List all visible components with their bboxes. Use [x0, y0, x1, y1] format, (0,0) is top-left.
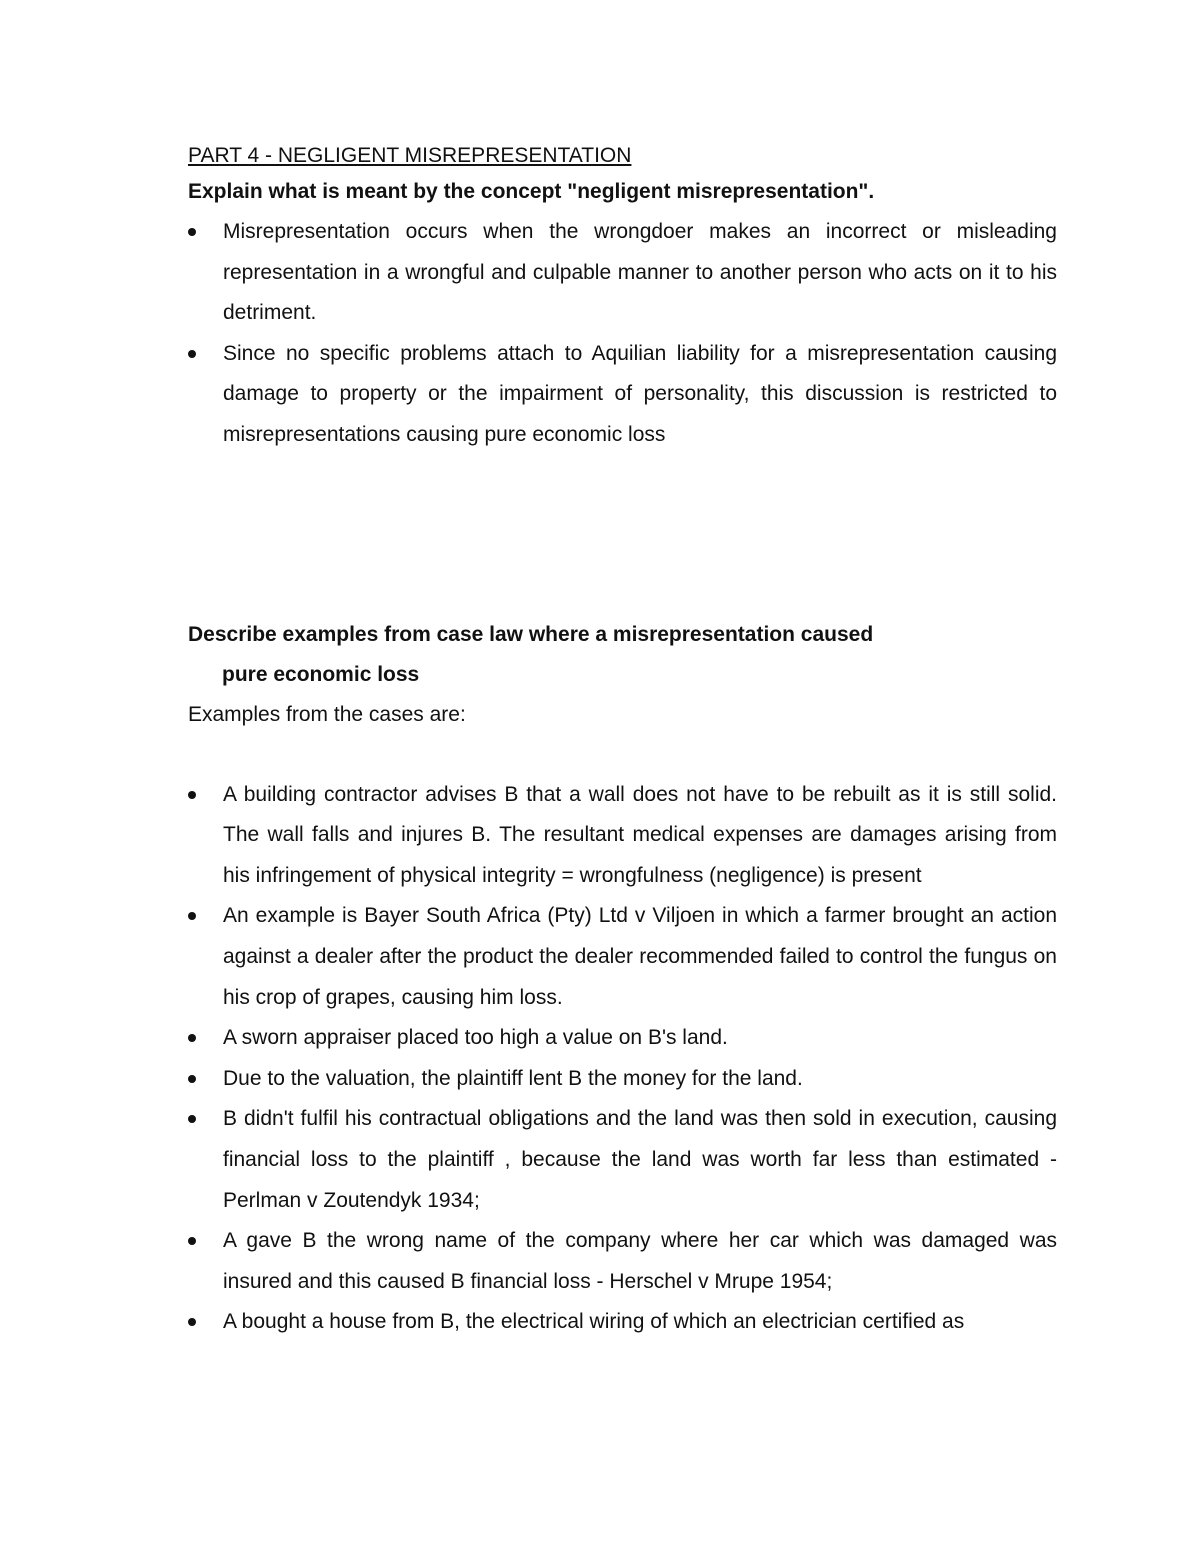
list-item-text: A building contractor advises B that a wall does not have to be rebuilt as it is still solid. The wall falls and injures B. The resultant medical expenses are damages arising from his infringement of physical integrity = wrongfulness (negligence) is present [223, 782, 1057, 887]
bullet-icon [188, 1075, 196, 1083]
bullet-icon [188, 350, 196, 358]
bullet-icon [188, 1115, 196, 1123]
list-item-text: Due to the valuation, the plaintiff lent B the money for the land. [223, 1066, 803, 1090]
list-item [188, 334, 1057, 456]
bullet-icon [188, 1237, 196, 1245]
question-1: Explain what is meant by the concept "negligent misrepresentation". [188, 180, 875, 203]
list-item [188, 212, 1057, 334]
question-2 [188, 615, 1057, 695]
list-item [188, 1302, 1057, 1343]
list-item-text: A sworn appraiser placed too high a value on B's land. [223, 1026, 728, 1050]
list-item-text: An example is Bayer South Africa (Pty) Ltd v Viljoen in which a farmer brought an action against a dealer after the product the dealer recommended failed to control the fungus on his crop of grapes, causing him loss. [223, 904, 1057, 1009]
question-2-line-1: Describe examples from case law where a misrepresentation caused [188, 622, 874, 646]
bullet-icon [188, 912, 196, 920]
list-item-text: Since no specific problems attach to Aquilian liability for a misrepresentation causing damage to property or the impairment of personality, this discussion is restricted to misrepresentations causing pure economic loss [223, 341, 1057, 446]
document-page [188, 140, 1057, 1343]
bullet-icon [188, 791, 196, 799]
list-item [188, 1018, 1057, 1059]
list-item-text: A bought a house from B, the electrical wiring of which an electrician certified as [223, 1310, 965, 1334]
bullet-icon [188, 228, 196, 236]
list-item [188, 775, 1057, 897]
list-item-text: B didn't fulfil his contractual obligations and the land was then sold in execution, causing financial loss to the plaintiff , because the land was worth far less than estimated - Perlman v Zoutendyk 1934; [223, 1107, 1057, 1212]
examples-intro: Examples from the cases are: [188, 702, 466, 726]
answer-1-list [188, 212, 1057, 456]
list-item-text: A gave B the wrong name of the company where her car which was damaged was insured and this caused B financial loss - Herschel v Mrupe 1954; [223, 1229, 1057, 1293]
bullet-icon [188, 1318, 196, 1326]
list-item [188, 1099, 1057, 1221]
list-item [188, 1059, 1057, 1100]
list-item [188, 896, 1057, 1018]
list-item-text: Misrepresentation occurs when the wrongdoer makes an incorrect or misleading representation in a wrongful and culpable manner to another person who acts on it to his detriment. [223, 220, 1057, 325]
bullet-icon [188, 1034, 196, 1042]
examples-list [188, 775, 1057, 1343]
list-item [188, 1221, 1057, 1302]
part-title: PART 4 - NEGLIGENT MISREPRESENTATION [188, 144, 632, 167]
question-2-line-2: pure economic loss [222, 662, 420, 686]
